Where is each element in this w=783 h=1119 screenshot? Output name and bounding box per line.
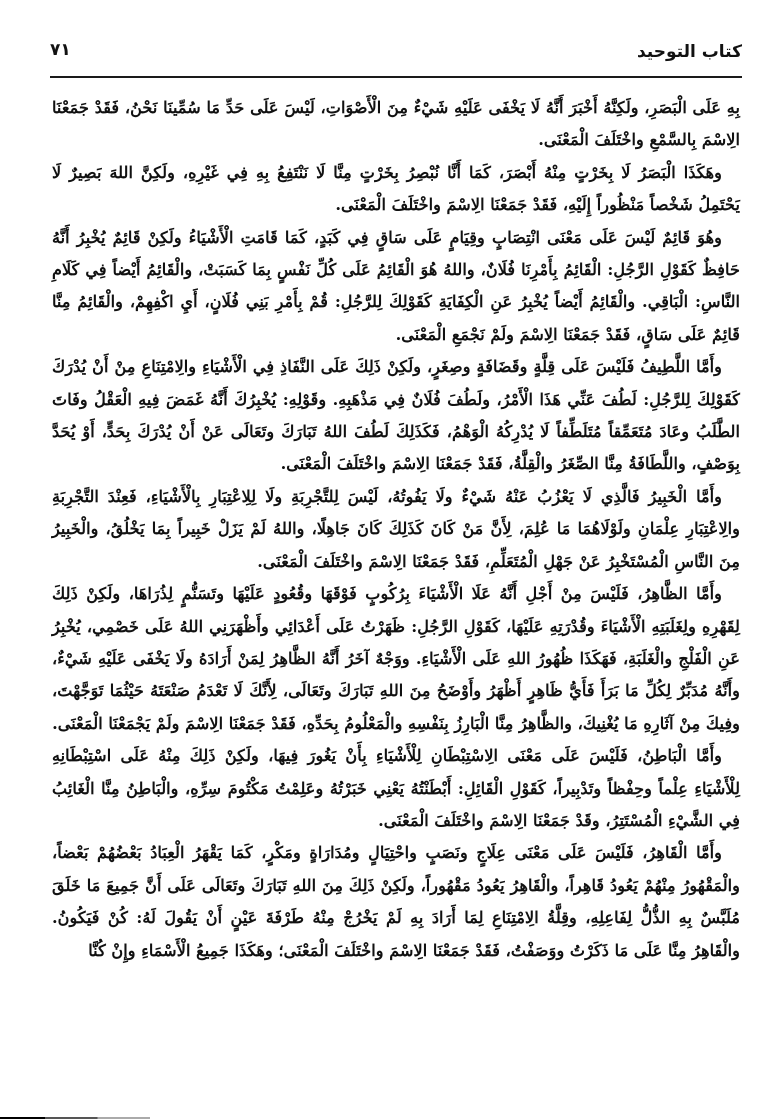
header-divider	[50, 76, 742, 78]
paragraph-qaim: وهُوَ قَائِمٌ لَيْسَ عَلَى مَعْنَى انْتِصَابٍ وقِيَامٍ عَلَى سَاقٍ فِي كَبَدٍ، كَمَا قَامَتِ الْأَشْيَاءُ ولَكِنْ قَائِمٌ يُخْبِرُ أَنَّهُ حَافِظٌ كَقَوْلِ الرَّجُلِ: الْقَائِمُ بِأَمْرِنَا فُلَانٌ، واللهُ هُوَ الْقَائِمُ عَلَى كُلِّ نَفْسٍ بِمَا كَسَبَتْ، والْقَائِمُ أَيْضاً فِي كَلَامِ النَّاسِ: الْبَاقِي. والْقَائِمُ أَيْضاً يُخْبِرُ عَنِ الْكِفَايَةِ كَقَوْلِكَ لِلرَّجُلِ: قُمْ بِأَمْرِ بَنِي فُلَانٍ، أَيِ اكْفِهِمْ، والْقَائِمُ مِنَّا قَائِمٌ عَلَى سَاقٍ، فَقَدْ جَمَعْنَا الِاسْمَ ولَمْ نَجْمَعِ الْمَعْنَى.	[52, 227, 740, 344]
paragraph-khabir: وأَمَّا الْخَبِيرُ فَالَّذِي لَا يَعْزُبُ عَنْهُ شَيْءٌ ولَا يَفُوتُهُ، لَيْسَ لِلتَّجْرِبَةِ ولَا لِلِاعْتِبَارِ بِالْأَشْيَاءِ، فَعِنْدَ التَّجْرِبَةِ والِاعْتِبَارِ عِلْمَانِ ولَوْلَاهُمَا مَا عُلِمَ، لِأَنَّ مَنْ كَانَ كَذَلِكَ كَانَ جَاهِلًا، واللهُ لَمْ يَزَلْ خَبِيراً بِمَا يَخْلُقُ، والْخَبِيرُ مِنَ النَّاسِ الْمُسْتَخْبِرُ عَنْ جَهْلِ الْمُتَعَلِّمِ، فَقَدْ جَمَعْنَا الِاسْمَ واخْتَلَفَ الْمَعْنَى.	[52, 486, 740, 571]
page-header	[50, 36, 742, 80]
book-title: كتاب التوحيد	[636, 42, 742, 62]
paragraph-batin: وأَمَّا الْبَاطِنُ، فَلَيْسَ عَلَى مَعْنَى الِاسْتِبْطَانِ لِلْأَشْيَاءِ بِأَنْ يَغُورَ فِيهَا، ولَكِنْ ذَلِكَ مِنْهُ عَلَى اسْتِبْطَانِهِ لِلْأَشْيَاءِ عِلْماً وحِفْظاً وتَدْبِيراً، كَقَوْلِ الْقَائِلِ: أَبْطَنْتُهُ يَعْنِي خَبَرْتُهُ وعَلِمْتُ مَكْتُومَ سِرِّهِ، والْبَاطِنُ مِنَّا الْغَائِبُ فِي الشَّيْءِ الْمُسْتَتِرُ، وقَدْ جَمَعْنَا الِاسْمَ واخْتَلَفَ الْمَعْنَى.	[52, 746, 740, 830]
page-body	[52, 92, 740, 967]
paragraph-latif: وأَمَّا اللَّطِيفُ فَلَيْسَ عَلَى قِلَّةٍ وقَضَافَةٍ وصِغَرٍ، ولَكِنْ ذَلِكَ عَلَى النَّفَاذِ فِي الْأَشْيَاءِ والِامْتِنَاعِ مِنْ أَنْ يُدْرَكَ كَقَوْلِكَ لِلرَّجُلِ: لَطُفَ عَنِّي هَذَا الْأَمْرُ، ولَطُفَ فُلَانٌ فِي مَذْهَبِهِ. وقَوْلِهِ: يُخْبِرُكَ أَنَّهُ غَمَضَ فِيهِ الْعَقْلُ وفَاتَ الطَّلَبُ وعَادَ مُتَعَمِّقاً مُتَلَطِّفاً لَا يُدْرِكُهُ الْوَهْمُ، فَكَذَلِكَ لَطُفَ اللهُ تَبَارَكَ وتَعَالَى عَنْ أَنْ يُدْرَكَ بِحَدٍّ، أَوْ يُحَدَّ بِوَصْفٍ، واللَّطَافَةُ مِنَّا الصِّغَرُ والْقِلَّةُ، فَقَدْ جَمَعْنَا الِاسْمَ واخْتَلَفَ الْمَعْنَى.	[52, 357, 740, 474]
paragraph-qahir: وأَمَّا الْقَاهِرُ، فَلَيْسَ عَلَى مَعْنَى عِلَاجٍ ونَصَبٍ واحْتِيَالٍ ومُدَارَاةٍ ومَكْرٍ، كَمَا يَقْهَرُ الْعِبَادُ بَعْضُهُمْ بَعْضاً، والْمَقْهُورُ مِنْهُمْ يَعُودُ قَاهِراً، والْقَاهِرُ يَعُودُ مَقْهُوراً، ولَكِنْ ذَلِكَ مِنَ اللهِ تَبَارَكَ وتَعَالَى عَلَى أَنَّ جَمِيعَ مَا خَلَقَ مُلَبَّسٌ بِهِ الذُّلُّ لِفَاعِلِهِ، وقِلَّةُ الِامْتِنَاعِ لِمَا أَرَادَ بِهِ لَمْ يَخْرُجْ مِنْهُ طَرْفَةَ عَيْنٍ أَنْ يَقُولَ لَهُ: كُنْ فَيَكُونُ. والْقَاهِرُ مِنَّا عَلَى مَا ذَكَرْتُ ووَصَفْتُ، فَقَدْ جَمَعْنَا الِاسْمَ واخْتَلَفَ الْمَعْنَى؛ وهَكَذَا جَمِيعُ الْأَسْمَاءِ وإِنْ كُنَّا	[52, 843, 740, 960]
page-number: ٧١	[50, 40, 71, 60]
paragraph-zahir: وأَمَّا الظَّاهِرُ، فَلَيْسَ مِنْ أَجْلِ أَنَّهُ عَلَا الْأَشْيَاءَ بِرُكُوبٍ فَوْقَهَا وقُعُودٍ عَلَيْهَا وتَسَنُّمٍ لِذُرَاهَا، ولَكِنْ ذَلِكَ لِقَهْرِهِ ولِغَلَبَتِهِ الْأَشْيَاءَ وقُدْرَتِهِ عَلَيْهَا، كَقَوْلِ الرَّجُلِ: ظَهَرْتُ عَلَى أَعْدَائِي وأَظْهَرَنِي اللهُ عَلَى خَصْمِي، يُخْبِرُ عَنِ الْفَلْجِ والْغَلَبَةِ، فَهَكَذَا ظُهُورُ اللهِ عَلَى الْأَشْيَاءِ. ووَجْهٌ آخَرُ أَنَّهُ الظَّاهِرُ لِمَنْ أَرَادَهُ ولَا يَخْفَى عَلَيْهِ شَيْءٌ، وأَنَّهُ مُدَبِّرٌ لِكُلِّ مَا بَرَأَ فَأَيُّ ظَاهِرٍ أَظْهَرُ وأَوْضَحُ مِنَ اللهِ تَبَارَكَ وتَعَالَى، لِأَنَّكَ لَا تَعْدَمُ صَنْعَتَهُ حَيْثُمَا تَوَجَّهْتَ، وفِيكَ مِنْ آثَارِهِ مَا يُغْنِيكَ، والظَّاهِرُ مِنَّا الْبَارِزُ بِنَفْسِهِ والْمَعْلُومُ بِحَدِّهِ، فَقَدْ جَمَعْنَا الِاسْمَ ولَمْ يَجْمَعْنَا الْمَعْنَى.	[52, 584, 740, 733]
paragraph-continuation: بِهِ عَلَى الْبَصَرِ، ولَكِنَّهُ أَخْبَرَ أَنَّهُ لَا يَخْفَى عَلَيْهِ شَيْءٌ مِنَ الْأَصْوَاتِ، لَيْسَ عَلَى حَدِّ مَا سُمِّينَا نَحْنُ، فَقَدْ جَمَعْنَا الِاسْمَ بِالسَّمْعِ واخْتَلَفَ الْمَعْنَى.	[52, 98, 740, 150]
paragraph-basir: وهَكَذَا الْبَصَرُ لَا بِخَرْتٍ مِنْهُ أَبْصَرَ، كَمَا أَنَّا نُبْصِرُ بِخَرْتٍ مِنَّا لَا نَنْتَفِعُ بِهِ فِي غَيْرِهِ، ولَكِنَّ اللهَ بَصِيرٌ لَا يَحْتَمِلُ شَخْصاً مَنْظُوراً إِلَيْهِ، فَقَدْ جَمَعْنَا الِاسْمَ واخْتَلَفَ الْمَعْنَى.	[52, 162, 740, 215]
